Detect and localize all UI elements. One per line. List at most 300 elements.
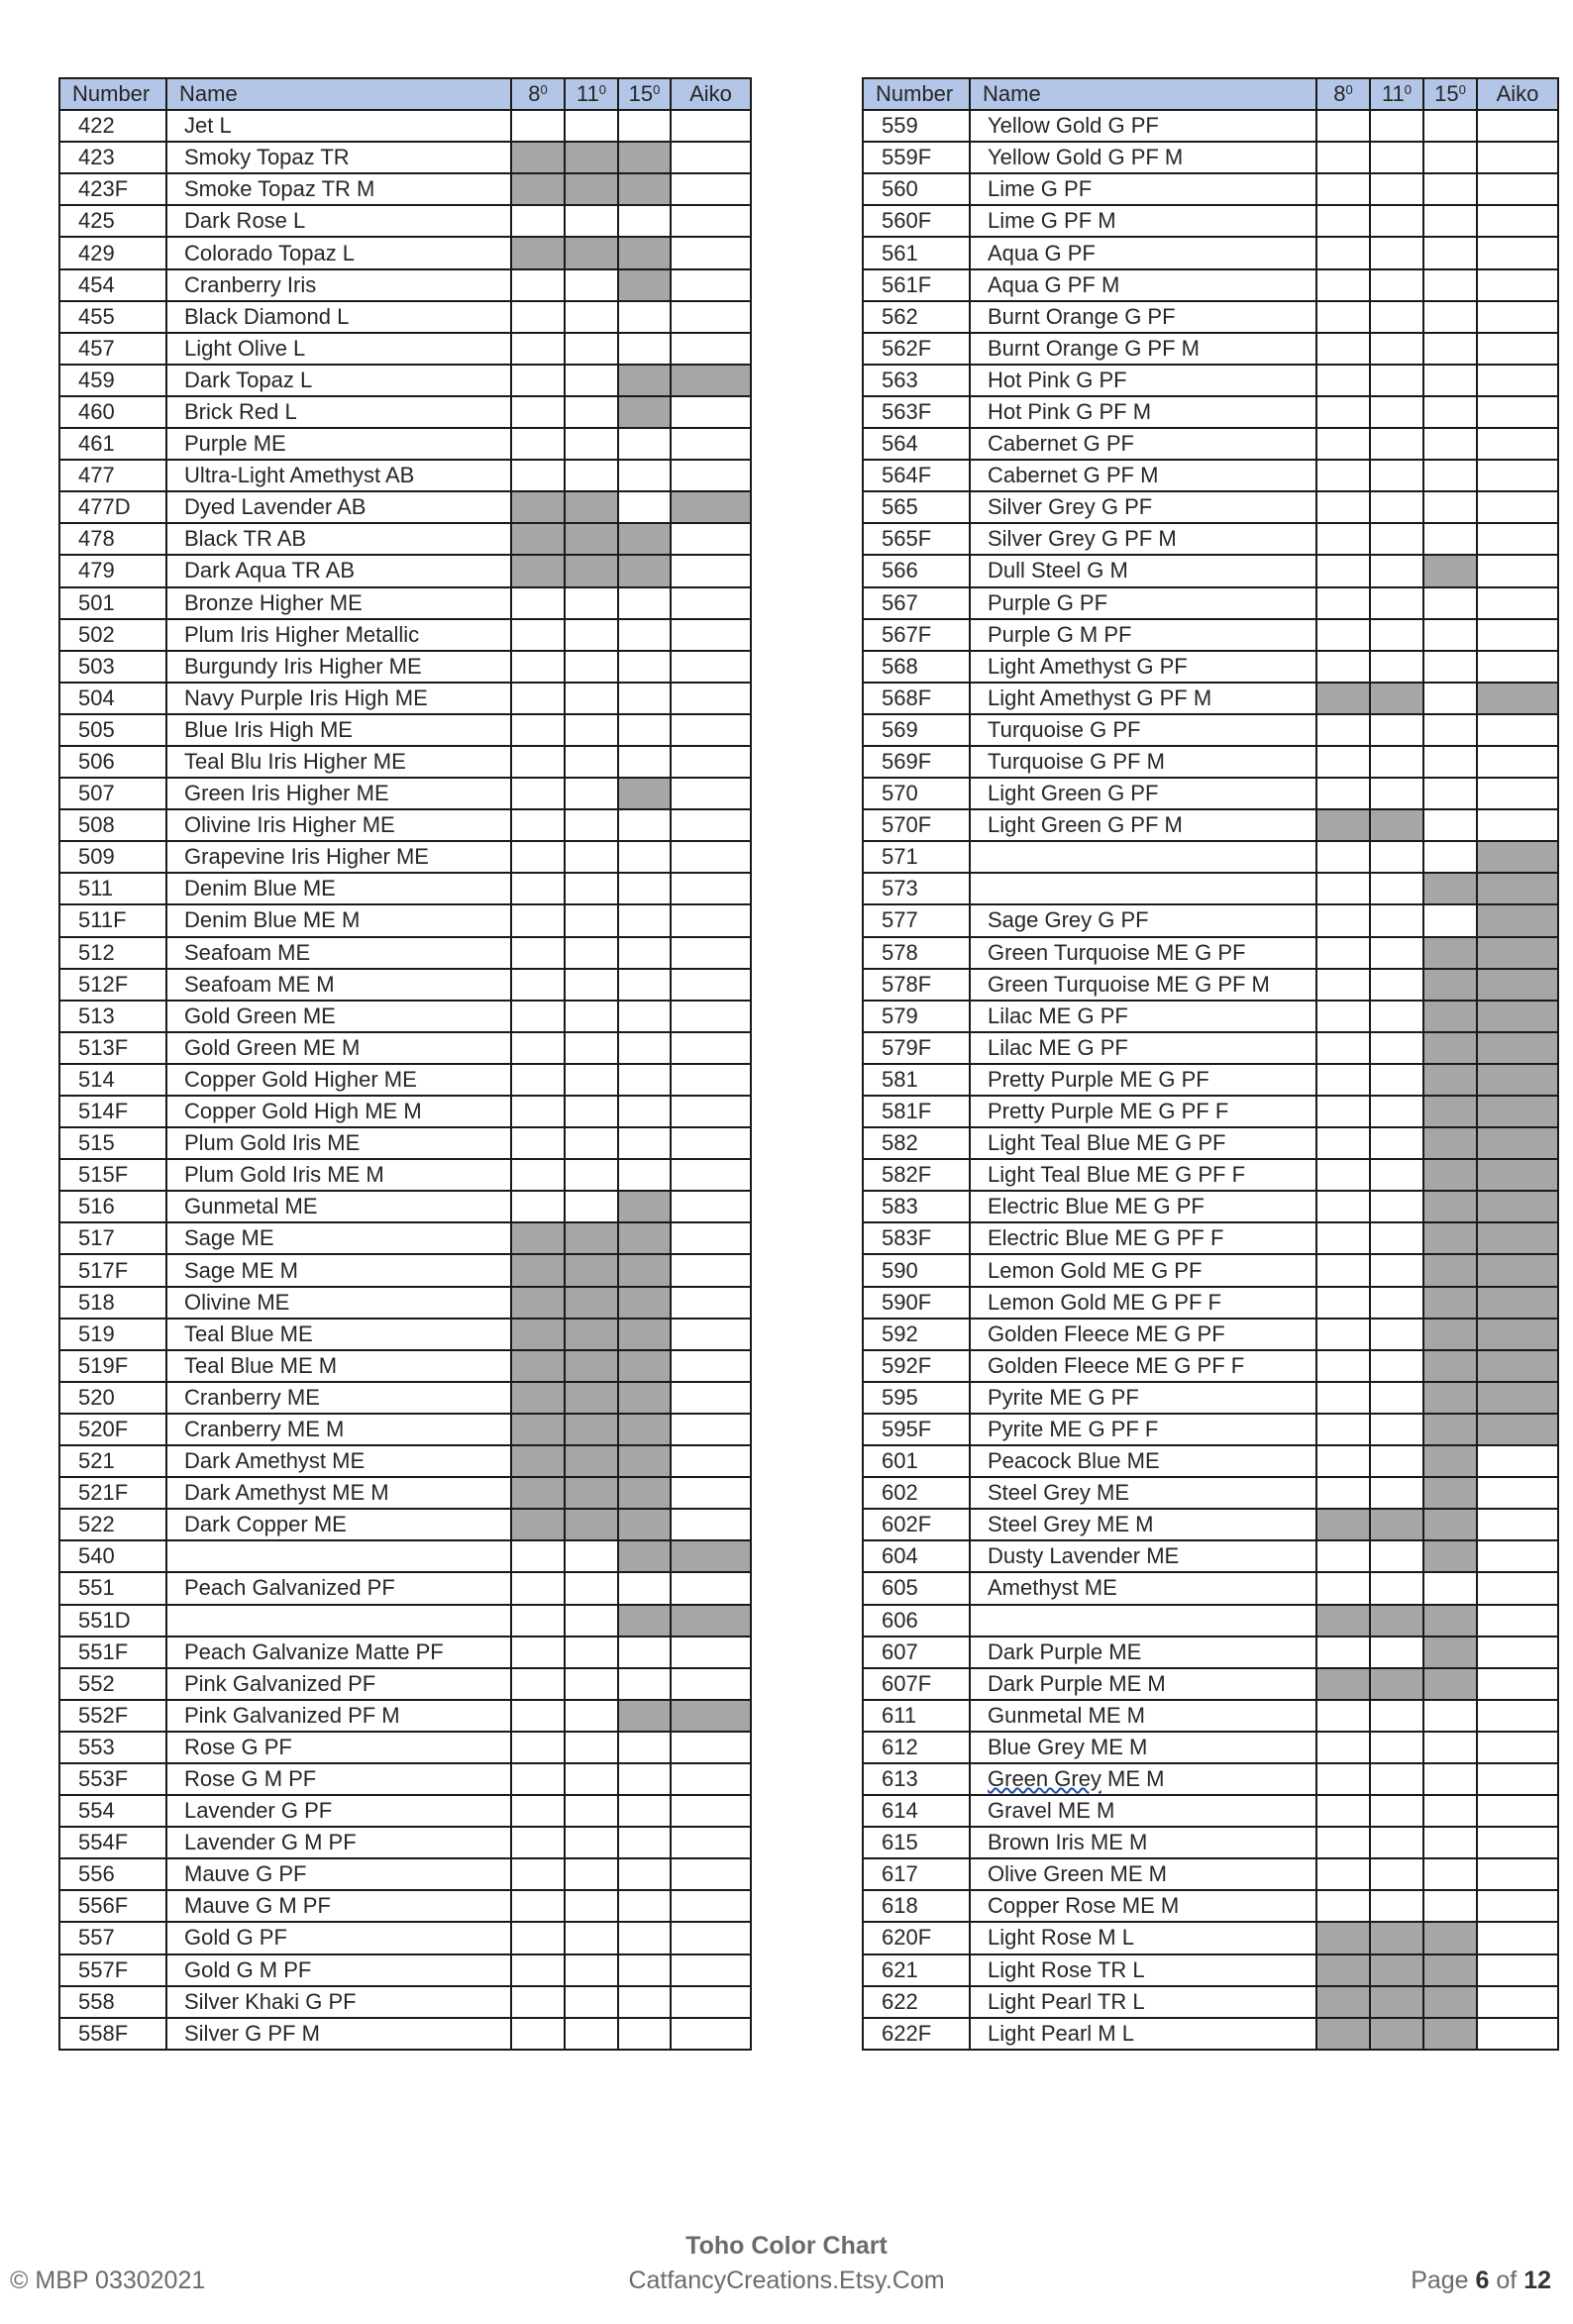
availability-cell-size-8 bbox=[1316, 1445, 1370, 1477]
color-number: 556F bbox=[59, 1890, 166, 1922]
color-number: 557F bbox=[59, 1954, 166, 1986]
color-number: 592F bbox=[863, 1350, 970, 1382]
availability-cell-size-8 bbox=[1316, 523, 1370, 555]
color-name: Cabernet G PF bbox=[970, 428, 1316, 460]
table-row bbox=[863, 1159, 1558, 1191]
availability-cell-aiko bbox=[1477, 873, 1558, 904]
availability-cell-size-11 bbox=[1370, 1763, 1423, 1795]
availability-cell-size-15 bbox=[1423, 1637, 1477, 1668]
availability-cell-aiko bbox=[671, 1795, 751, 1827]
availability-cell-size-15 bbox=[1423, 555, 1477, 586]
color-number: 551F bbox=[59, 1637, 166, 1668]
color-number: 563 bbox=[863, 365, 970, 396]
color-number: 513 bbox=[59, 1001, 166, 1032]
color-name: Copper Gold Higher ME bbox=[166, 1064, 511, 1096]
color-number: 601 bbox=[863, 1445, 970, 1477]
color-number: 560F bbox=[863, 205, 970, 237]
color-table-right-body bbox=[863, 110, 1558, 2050]
availability-cell-aiko bbox=[1477, 333, 1558, 365]
availability-cell-size-8 bbox=[511, 1637, 565, 1668]
availability-cell-size-15 bbox=[618, 142, 671, 173]
color-name: Plum Gold Iris ME M bbox=[166, 1159, 511, 1191]
availability-cell-size-8 bbox=[1316, 1986, 1370, 2018]
color-name: Silver Khaki G PF bbox=[166, 1986, 511, 2018]
availability-cell-size-15 bbox=[618, 396, 671, 428]
availability-cell-size-11 bbox=[1370, 1096, 1423, 1127]
availability-cell-size-8 bbox=[511, 110, 565, 142]
table-row bbox=[863, 1445, 1558, 1477]
availability-cell-size-15 bbox=[1423, 1795, 1477, 1827]
availability-cell-size-11 bbox=[1370, 714, 1423, 746]
availability-cell-size-8 bbox=[511, 1763, 565, 1795]
table-row bbox=[863, 1191, 1558, 1222]
availability-cell-size-15 bbox=[1423, 1414, 1477, 1445]
table-row bbox=[59, 1509, 751, 1540]
availability-cell-aiko bbox=[671, 555, 751, 586]
color-name: Peacock Blue ME bbox=[970, 1445, 1316, 1477]
availability-cell-size-15 bbox=[1423, 778, 1477, 809]
availability-cell-aiko bbox=[671, 841, 751, 873]
color-name: Sage ME bbox=[166, 1222, 511, 1254]
availability-cell-size-11 bbox=[1370, 1287, 1423, 1319]
availability-cell-size-8 bbox=[511, 1668, 565, 1700]
availability-cell-size-11 bbox=[565, 1191, 618, 1222]
color-number: 573 bbox=[863, 873, 970, 904]
availability-cell-size-11 bbox=[1370, 333, 1423, 365]
availability-cell-size-8 bbox=[511, 269, 565, 301]
availability-cell-size-15 bbox=[618, 746, 671, 778]
availability-cell-size-15 bbox=[618, 523, 671, 555]
color-name: Copper Rose ME M bbox=[970, 1890, 1316, 1922]
availability-cell-size-11 bbox=[565, 301, 618, 333]
availability-cell-size-15 bbox=[618, 1700, 671, 1732]
color-number: 622F bbox=[863, 2018, 970, 2050]
table-row bbox=[59, 1572, 751, 1604]
availability-cell-aiko bbox=[671, 873, 751, 904]
availability-cell-size-8 bbox=[1316, 1222, 1370, 1254]
color-number: 520F bbox=[59, 1414, 166, 1445]
table-row bbox=[863, 746, 1558, 778]
availability-cell-size-15 bbox=[618, 1191, 671, 1222]
availability-cell-size-15 bbox=[1423, 1222, 1477, 1254]
availability-cell-size-15 bbox=[1423, 1477, 1477, 1509]
availability-cell-size-15 bbox=[618, 1319, 671, 1350]
table-row bbox=[59, 1637, 751, 1668]
availability-cell-aiko bbox=[1477, 365, 1558, 396]
availability-cell-size-15 bbox=[618, 1572, 671, 1604]
table-row bbox=[59, 746, 751, 778]
availability-cell-size-8 bbox=[1316, 1922, 1370, 1954]
table-row bbox=[59, 1445, 751, 1477]
color-name bbox=[166, 1605, 511, 1637]
availability-cell-aiko bbox=[1477, 1477, 1558, 1509]
availability-cell-size-15 bbox=[618, 1858, 671, 1890]
color-number: 503 bbox=[59, 651, 166, 683]
table-row bbox=[59, 491, 751, 523]
availability-cell-size-8 bbox=[1316, 1763, 1370, 1795]
color-number: 562F bbox=[863, 333, 970, 365]
table-header-row bbox=[59, 78, 751, 110]
availability-cell-size-15 bbox=[1423, 1858, 1477, 1890]
table-row bbox=[59, 2018, 751, 2050]
availability-cell-size-15 bbox=[1423, 1350, 1477, 1382]
availability-cell-aiko bbox=[671, 523, 751, 555]
availability-cell-size-8 bbox=[511, 1827, 565, 1858]
availability-cell-size-15 bbox=[618, 778, 671, 809]
availability-cell-size-8 bbox=[511, 937, 565, 969]
availability-cell-size-11 bbox=[565, 1572, 618, 1604]
color-name: Hot Pink G PF M bbox=[970, 396, 1316, 428]
availability-cell-size-11 bbox=[565, 1222, 618, 1254]
availability-cell-size-8 bbox=[1316, 1127, 1370, 1159]
availability-cell-aiko bbox=[671, 1732, 751, 1763]
color-number: 595F bbox=[863, 1414, 970, 1445]
availability-cell-size-8 bbox=[511, 173, 565, 205]
availability-cell-size-8 bbox=[511, 1732, 565, 1763]
color-name: Hot Pink G PF bbox=[970, 365, 1316, 396]
color-number: 454 bbox=[59, 269, 166, 301]
table-row bbox=[59, 523, 751, 555]
color-name: Green Iris Higher ME bbox=[166, 778, 511, 809]
availability-cell-aiko bbox=[1477, 969, 1558, 1001]
table-row bbox=[59, 683, 751, 714]
color-number: 423 bbox=[59, 142, 166, 173]
color-name: Light Amethyst G PF bbox=[970, 651, 1316, 683]
color-number: 595 bbox=[863, 1382, 970, 1414]
availability-cell-size-11 bbox=[1370, 142, 1423, 173]
availability-cell-aiko bbox=[1477, 778, 1558, 809]
table-row bbox=[863, 1922, 1558, 1954]
color-number: 502 bbox=[59, 619, 166, 651]
table-row bbox=[863, 1064, 1558, 1096]
availability-cell-aiko bbox=[671, 1001, 751, 1032]
color-number: 613 bbox=[863, 1763, 970, 1795]
availability-cell-size-15 bbox=[618, 1954, 671, 1986]
availability-cell-aiko bbox=[671, 301, 751, 333]
availability-cell-aiko bbox=[1477, 1096, 1558, 1127]
availability-cell-size-8 bbox=[1316, 1477, 1370, 1509]
color-number: 605 bbox=[863, 1572, 970, 1604]
availability-cell-size-8 bbox=[1316, 651, 1370, 683]
availability-cell-size-8 bbox=[511, 1477, 565, 1509]
color-number: 614 bbox=[863, 1795, 970, 1827]
color-name: Pyrite ME G PF F bbox=[970, 1414, 1316, 1445]
availability-cell-size-8 bbox=[1316, 460, 1370, 491]
availability-cell-size-11 bbox=[1370, 1159, 1423, 1191]
availability-cell-size-11 bbox=[565, 1064, 618, 1096]
availability-cell-size-11 bbox=[565, 1954, 618, 1986]
availability-cell-size-15 bbox=[618, 904, 671, 936]
availability-cell-aiko bbox=[671, 491, 751, 523]
availability-cell-size-8 bbox=[1316, 1572, 1370, 1604]
color-name: Electric Blue ME G PF bbox=[970, 1191, 1316, 1222]
availability-cell-aiko bbox=[1477, 1986, 1558, 2018]
availability-cell-size-15 bbox=[1423, 428, 1477, 460]
table-row bbox=[59, 1922, 751, 1954]
color-number: 607F bbox=[863, 1668, 970, 1700]
availability-cell-size-11 bbox=[565, 1668, 618, 1700]
availability-cell-size-15 bbox=[1423, 142, 1477, 173]
availability-cell-aiko bbox=[1477, 1287, 1558, 1319]
color-number: 567 bbox=[863, 587, 970, 619]
availability-cell-size-15 bbox=[1423, 1540, 1477, 1572]
table-row bbox=[59, 1954, 751, 1986]
availability-cell-size-8 bbox=[1316, 396, 1370, 428]
availability-cell-size-15 bbox=[1423, 1700, 1477, 1732]
color-number: 563F bbox=[863, 396, 970, 428]
availability-cell-size-15 bbox=[1423, 2018, 1477, 2050]
availability-cell-aiko bbox=[671, 1159, 751, 1191]
availability-cell-size-11 bbox=[1370, 1001, 1423, 1032]
color-name: Gunmetal ME bbox=[166, 1191, 511, 1222]
color-name: Gold Green ME bbox=[166, 1001, 511, 1032]
color-name: Teal Blu Iris Higher ME bbox=[166, 746, 511, 778]
availability-cell-aiko bbox=[1477, 1064, 1558, 1096]
availability-cell-size-8 bbox=[1316, 1319, 1370, 1350]
availability-cell-size-11 bbox=[565, 2018, 618, 2050]
availability-cell-size-8 bbox=[1316, 1287, 1370, 1319]
availability-cell-size-15 bbox=[1423, 619, 1477, 651]
availability-cell-size-8 bbox=[1316, 1254, 1370, 1286]
availability-cell-size-11 bbox=[1370, 1191, 1423, 1222]
color-number: 565 bbox=[863, 491, 970, 523]
availability-cell-size-8 bbox=[511, 873, 565, 904]
availability-cell-size-15 bbox=[618, 587, 671, 619]
table-row bbox=[863, 1127, 1558, 1159]
availability-cell-size-8 bbox=[1316, 1032, 1370, 1064]
availability-cell-size-11 bbox=[1370, 1795, 1423, 1827]
availability-cell-aiko bbox=[1477, 1382, 1558, 1414]
color-name: Peach Galvanized PF bbox=[166, 1572, 511, 1604]
color-name: Cranberry Iris bbox=[166, 269, 511, 301]
availability-cell-size-8 bbox=[511, 237, 565, 268]
availability-cell-size-15 bbox=[618, 937, 671, 969]
color-name: Pink Galvanized PF M bbox=[166, 1700, 511, 1732]
color-name: Aqua G PF bbox=[970, 237, 1316, 268]
color-name: Mauve G PF bbox=[166, 1858, 511, 1890]
availability-cell-size-11 bbox=[565, 1637, 618, 1668]
availability-cell-size-8 bbox=[511, 619, 565, 651]
availability-cell-size-11 bbox=[565, 523, 618, 555]
availability-cell-aiko bbox=[1477, 714, 1558, 746]
availability-cell-size-11 bbox=[1370, 904, 1423, 936]
availability-cell-size-8 bbox=[511, 1001, 565, 1032]
availability-cell-aiko bbox=[671, 1127, 751, 1159]
color-number: 621 bbox=[863, 1954, 970, 1986]
color-name: Lilac ME G PF bbox=[970, 1032, 1316, 1064]
availability-cell-aiko bbox=[671, 396, 751, 428]
table-row bbox=[863, 396, 1558, 428]
availability-cell-size-11 bbox=[565, 1287, 618, 1319]
availability-cell-aiko bbox=[671, 1954, 751, 1986]
availability-cell-size-11 bbox=[565, 1795, 618, 1827]
availability-cell-size-8 bbox=[511, 1509, 565, 1540]
color-number: 570 bbox=[863, 778, 970, 809]
color-number: 578F bbox=[863, 969, 970, 1001]
color-number: 461 bbox=[59, 428, 166, 460]
color-name: Teal Blue ME bbox=[166, 1319, 511, 1350]
availability-cell-size-15 bbox=[1423, 173, 1477, 205]
availability-cell-aiko bbox=[671, 1668, 751, 1700]
availability-cell-aiko bbox=[1477, 1605, 1558, 1637]
availability-cell-size-8 bbox=[1316, 1668, 1370, 1700]
availability-cell-size-11 bbox=[565, 333, 618, 365]
availability-cell-aiko bbox=[1477, 1700, 1558, 1732]
availability-cell-size-15 bbox=[618, 1540, 671, 1572]
availability-cell-size-11 bbox=[565, 873, 618, 904]
availability-cell-size-8 bbox=[1316, 1159, 1370, 1191]
color-name: Yellow Gold G PF bbox=[970, 110, 1316, 142]
availability-cell-size-15 bbox=[1423, 1096, 1477, 1127]
availability-cell-size-11 bbox=[565, 142, 618, 173]
availability-cell-size-15 bbox=[618, 1732, 671, 1763]
availability-cell-aiko bbox=[1477, 396, 1558, 428]
color-name: Gunmetal ME M bbox=[970, 1700, 1316, 1732]
availability-cell-aiko bbox=[671, 619, 751, 651]
color-name: Gold Green ME M bbox=[166, 1032, 511, 1064]
availability-cell-aiko bbox=[671, 173, 751, 205]
availability-cell-aiko bbox=[671, 809, 751, 841]
table-row bbox=[863, 1795, 1558, 1827]
color-name bbox=[970, 841, 1316, 873]
availability-cell-size-8 bbox=[511, 428, 565, 460]
availability-cell-size-8 bbox=[1316, 873, 1370, 904]
color-number: 564 bbox=[863, 428, 970, 460]
availability-cell-size-15 bbox=[1423, 1890, 1477, 1922]
availability-cell-size-11 bbox=[1370, 651, 1423, 683]
color-name: Cranberry ME M bbox=[166, 1414, 511, 1445]
availability-cell-size-15 bbox=[1423, 1732, 1477, 1763]
table-row bbox=[59, 460, 751, 491]
availability-cell-size-11 bbox=[1370, 1540, 1423, 1572]
table-row bbox=[59, 587, 751, 619]
availability-cell-size-11 bbox=[1370, 1414, 1423, 1445]
availability-cell-size-11 bbox=[565, 1509, 618, 1540]
availability-cell-aiko bbox=[1477, 1858, 1558, 1890]
availability-cell-aiko bbox=[671, 1858, 751, 1890]
table-row bbox=[59, 205, 751, 237]
availability-cell-aiko bbox=[1477, 428, 1558, 460]
table-row bbox=[863, 683, 1558, 714]
color-number: 517 bbox=[59, 1222, 166, 1254]
color-number: 457 bbox=[59, 333, 166, 365]
header-number: Number bbox=[59, 78, 166, 110]
color-number: 557 bbox=[59, 1922, 166, 1954]
availability-cell-aiko bbox=[671, 1890, 751, 1922]
availability-cell-aiko bbox=[1477, 523, 1558, 555]
availability-cell-size-11 bbox=[565, 491, 618, 523]
availability-cell-aiko bbox=[1477, 683, 1558, 714]
color-name: Blue Iris High ME bbox=[166, 714, 511, 746]
availability-cell-aiko bbox=[1477, 1540, 1558, 1572]
availability-cell-aiko bbox=[1477, 1732, 1558, 1763]
color-number: 520 bbox=[59, 1382, 166, 1414]
availability-cell-size-11 bbox=[565, 1382, 618, 1414]
availability-cell-aiko bbox=[671, 1414, 751, 1445]
color-name: Pretty Purple ME G PF bbox=[970, 1064, 1316, 1096]
color-number: 561F bbox=[863, 269, 970, 301]
table-row bbox=[863, 1382, 1558, 1414]
availability-cell-size-15 bbox=[618, 269, 671, 301]
color-name: Sage ME M bbox=[166, 1254, 511, 1286]
table-row bbox=[59, 809, 751, 841]
availability-cell-size-15 bbox=[1423, 809, 1477, 841]
color-name: Burgundy Iris Higher ME bbox=[166, 651, 511, 683]
color-number: 571 bbox=[863, 841, 970, 873]
color-name: Lilac ME G PF bbox=[970, 1001, 1316, 1032]
availability-cell-size-15 bbox=[618, 555, 671, 586]
availability-cell-size-11 bbox=[565, 1032, 618, 1064]
availability-cell-aiko bbox=[671, 1827, 751, 1858]
availability-cell-size-8 bbox=[1316, 683, 1370, 714]
availability-cell-size-8 bbox=[1316, 269, 1370, 301]
color-name: Black Diamond L bbox=[166, 301, 511, 333]
availability-cell-size-8 bbox=[1316, 1001, 1370, 1032]
color-name: Turquoise G PF M bbox=[970, 746, 1316, 778]
color-name: Dark Copper ME bbox=[166, 1509, 511, 1540]
availability-cell-size-11 bbox=[1370, 778, 1423, 809]
availability-cell-size-8 bbox=[1316, 2018, 1370, 2050]
availability-cell-aiko bbox=[671, 1986, 751, 2018]
color-name: Denim Blue ME M bbox=[166, 904, 511, 936]
availability-cell-size-15 bbox=[618, 365, 671, 396]
availability-cell-size-15 bbox=[1423, 333, 1477, 365]
availability-cell-size-11 bbox=[565, 1350, 618, 1382]
availability-cell-size-11 bbox=[1370, 1509, 1423, 1540]
color-name: Grapevine Iris Higher ME bbox=[166, 841, 511, 873]
availability-cell-aiko bbox=[671, 1700, 751, 1732]
availability-cell-size-11 bbox=[1370, 683, 1423, 714]
color-number: 559F bbox=[863, 142, 970, 173]
color-name: Purple G PF bbox=[970, 587, 1316, 619]
table-row bbox=[863, 301, 1558, 333]
availability-cell-size-8 bbox=[511, 1319, 565, 1350]
color-name: Navy Purple Iris High ME bbox=[166, 683, 511, 714]
table-row bbox=[863, 173, 1558, 205]
availability-cell-size-11 bbox=[1370, 746, 1423, 778]
availability-cell-size-8 bbox=[511, 587, 565, 619]
availability-cell-size-15 bbox=[618, 301, 671, 333]
color-name: Rose G PF bbox=[166, 1732, 511, 1763]
color-name: Colorado Topaz L bbox=[166, 237, 511, 268]
availability-cell-size-15 bbox=[1423, 746, 1477, 778]
color-name bbox=[970, 1605, 1316, 1637]
table-row bbox=[863, 714, 1558, 746]
color-name: Cabernet G PF M bbox=[970, 460, 1316, 491]
availability-cell-size-15 bbox=[1423, 523, 1477, 555]
color-name: Brown Iris ME M bbox=[970, 1827, 1316, 1858]
color-number: 512 bbox=[59, 937, 166, 969]
availability-cell-aiko bbox=[1477, 1191, 1558, 1222]
table-row bbox=[59, 1032, 751, 1064]
table-row bbox=[863, 841, 1558, 873]
availability-cell-size-11 bbox=[565, 619, 618, 651]
color-number: 590F bbox=[863, 1287, 970, 1319]
color-number: 569F bbox=[863, 746, 970, 778]
availability-cell-size-11 bbox=[565, 651, 618, 683]
color-name: Seafoam ME M bbox=[166, 969, 511, 1001]
availability-cell-size-8 bbox=[511, 1858, 565, 1890]
color-number: 617 bbox=[863, 1858, 970, 1890]
availability-cell-aiko bbox=[671, 1637, 751, 1668]
availability-cell-size-11 bbox=[565, 396, 618, 428]
availability-cell-size-11 bbox=[1370, 301, 1423, 333]
table-row bbox=[59, 1287, 751, 1319]
table-row bbox=[863, 1509, 1558, 1540]
table-row bbox=[863, 1254, 1558, 1286]
availability-cell-size-8 bbox=[511, 1127, 565, 1159]
availability-cell-size-8 bbox=[511, 333, 565, 365]
